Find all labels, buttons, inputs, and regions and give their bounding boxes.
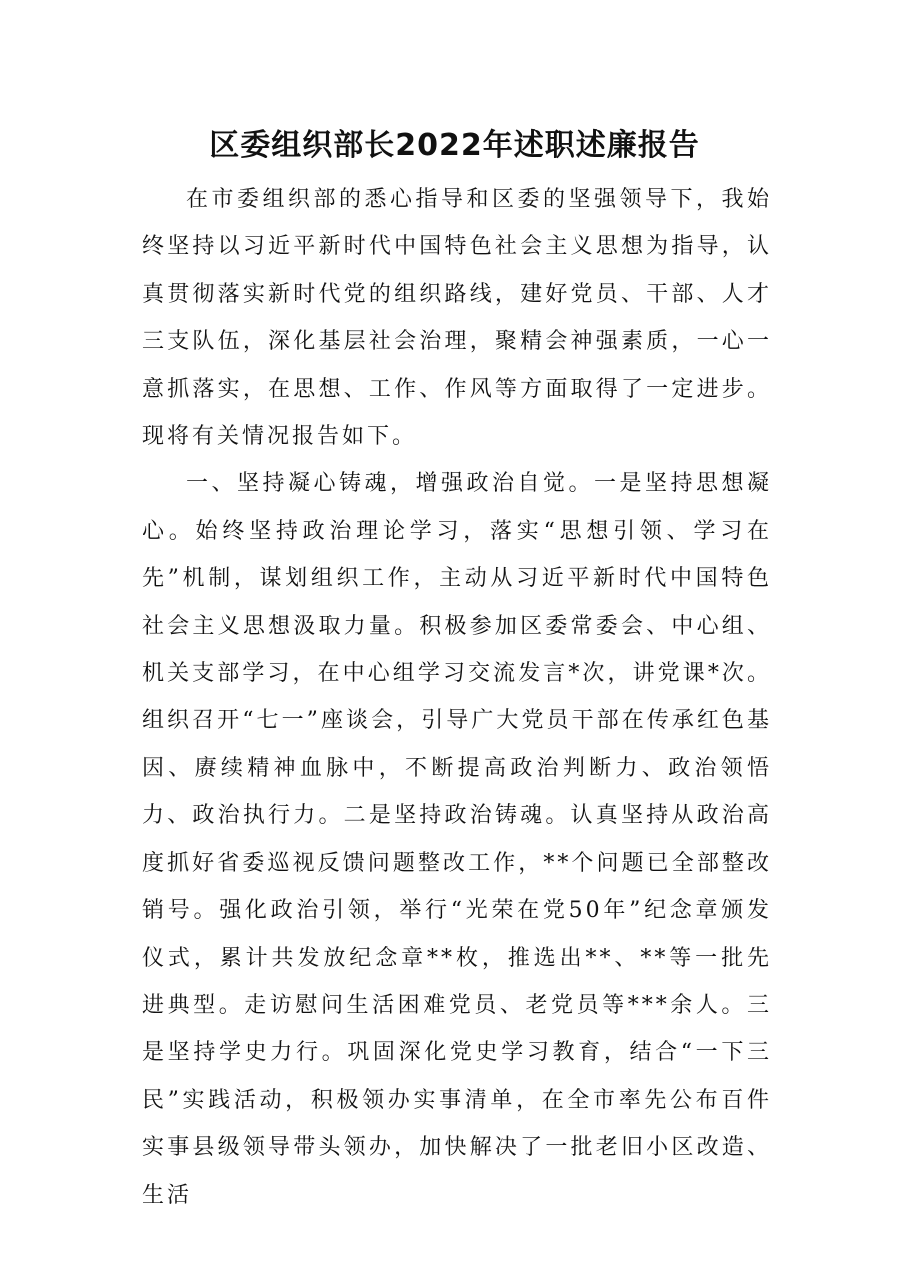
paragraph-intro: 在市委组织部的悉心指导和区委的坚强领导下，我始终坚持以习近平新时代中国特色社会主义思想为指导，认真贯彻落实新时代党的组织路线，建好党员、干部、人才三支队伍，深化基层社会治理，聚精会神强素质，一心一意抓落实，在思想、工作、作风等方面取得了一定进步。现将有关情况报告如下。	[142, 187, 772, 450]
document-body	[142, 176, 772, 1219]
paragraph-section-one: 一、坚持凝心铸魂，增强政治自觉。一是坚持思想凝心。始终坚持政治理论学习，落实“思想引领、学习在先”机制，谋划组织工作，主动从习近平新时代中国特色社会主义思想汲取力量。积极参加区委常委会、中心组、机关支部学习，在中心组学习交流发言*次，讲党课*次。组织召开“七一”座谈会，引导广大党员干部在传承红色基因、赓续精神血脉中，不断提高政治判断力、政治领悟力、政治执行力。二是坚持政治铸魂。认真坚持从政治高度抓好省委巡视反馈问题整改工作，**个问题已全部整改销号。强化政治引领，举行“光荣在党50年”纪念章颁发仪式，累计共发放纪念章**枚，推选出**、**等一批先进典型。走访慰问生活困难党员、老党员等***余人。三是坚持学史力行。巩固深化党史学习教育，结合“一下三民”实践活动，积极领办实事清单，在全市率先公布百件实事县级领导带头领办，加快解决了一批老旧小区改造、生活	[142, 471, 772, 1208]
document-title: 区委组织部长2022年述职述廉报告	[209, 128, 700, 163]
